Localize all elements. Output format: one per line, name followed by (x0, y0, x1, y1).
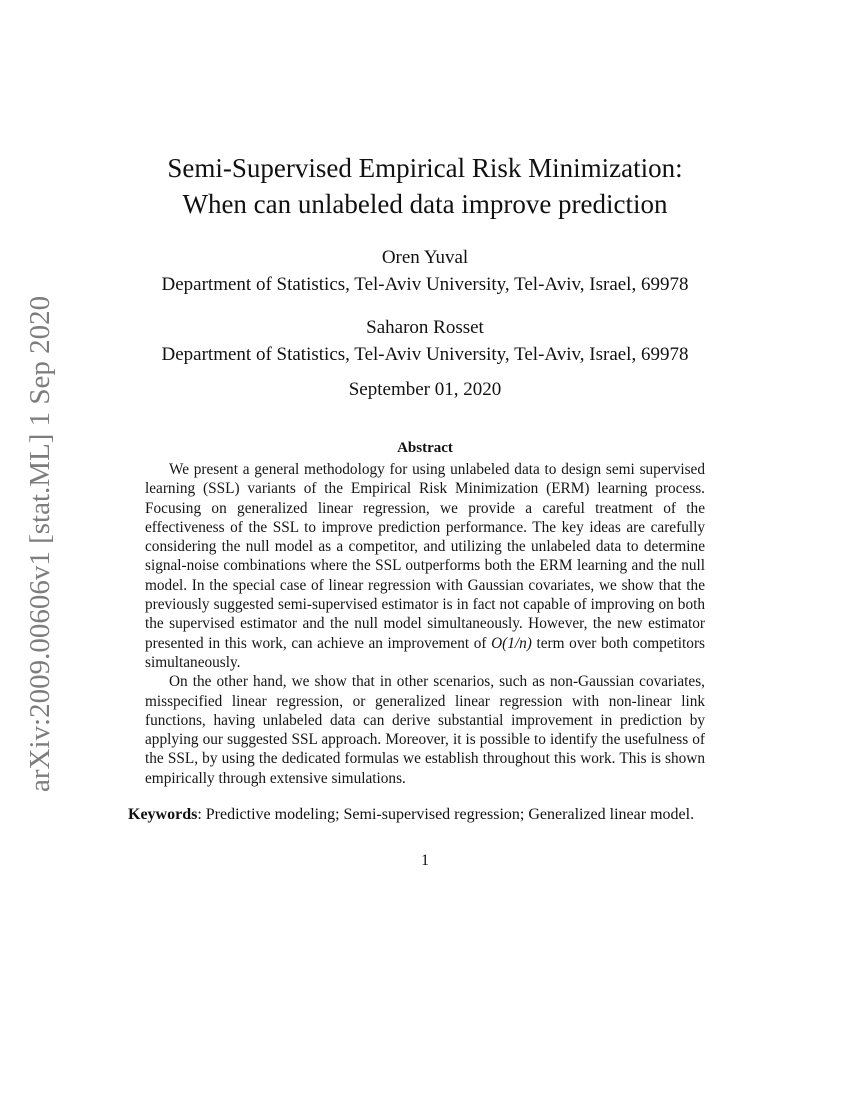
abstract-p1-text: We present a general methodology for using unlabeled data to design semi supervised learning (SSL) variants of the Empirical Risk Minimization (ERM) learning process. Focusing on generalized linear regression, we provide a careful treatment of the effectiveness of the SSL to improve prediction performance. The key ideas are carefully considering the null model as a competitor, and utilizing the unlabeled data to determine signal-noise combinations where the SSL outperforms both the ERM learning and the null model. In the special case of linear regression with Gaussian covariates, we show that the previously suggested semi-supervised estimator is in fact not capable of improving on both the supervised estimator and the null model simultaneously. However, the new estimator presented in this work, can achieve an improvement of (145, 461, 705, 652)
author-block-1 (80, 244, 770, 298)
title-line-2: When can unlabeled data improve prediction (182, 189, 668, 219)
abstract-p1-math: O(1/n) (491, 634, 532, 652)
author-affiliation: Department of Statistics, Tel-Aviv University, Tel-Aviv, Israel, 69978 (161, 274, 689, 295)
abstract-paragraph-1 (145, 460, 705, 672)
abstract-paragraph-2: On the other hand, we show that in other scenarios, such as non-Gaussian covariates, misspecified linear regression, or generalized linear regression with non-linear link functions, having unlabeled data can derive substantial improvement in prediction by applying our suggested SSL approach. Moreover, it is possible to identify the usefulness of the SSL, by using the dedicated formulas we establish throughout this work. This is shown empirically through extensive simulations. (145, 673, 705, 787)
title-line-1: Semi-Supervised Empirical Risk Minimization: (167, 153, 683, 183)
page-number: 1 (421, 852, 429, 869)
keywords-label: Keywords (128, 806, 198, 823)
publication-date: September 01, 2020 (348, 379, 502, 400)
arxiv-stamp (18, 292, 62, 792)
arxiv-stamp-text: arXiv:2009.00606v1 [stat.ML] 1 Sep 2020 (24, 295, 56, 792)
abstract-p1-text-end: term over both competitors simultaneously. (145, 634, 705, 671)
abstract-body (145, 460, 705, 788)
keywords (128, 804, 748, 826)
author-affiliation: Department of Statistics, Tel-Aviv University, Tel-Aviv, Israel, 69978 (161, 344, 689, 365)
paper-title (100, 150, 750, 222)
author-block-2 (80, 314, 770, 368)
author-name: Saharon Rosset (366, 317, 484, 338)
keywords-text: : Predictive modeling; Semi-supervised regression; Generalized linear model. (197, 806, 695, 823)
abstract-heading: Abstract (397, 440, 453, 456)
author-name: Oren Yuval (381, 247, 469, 268)
